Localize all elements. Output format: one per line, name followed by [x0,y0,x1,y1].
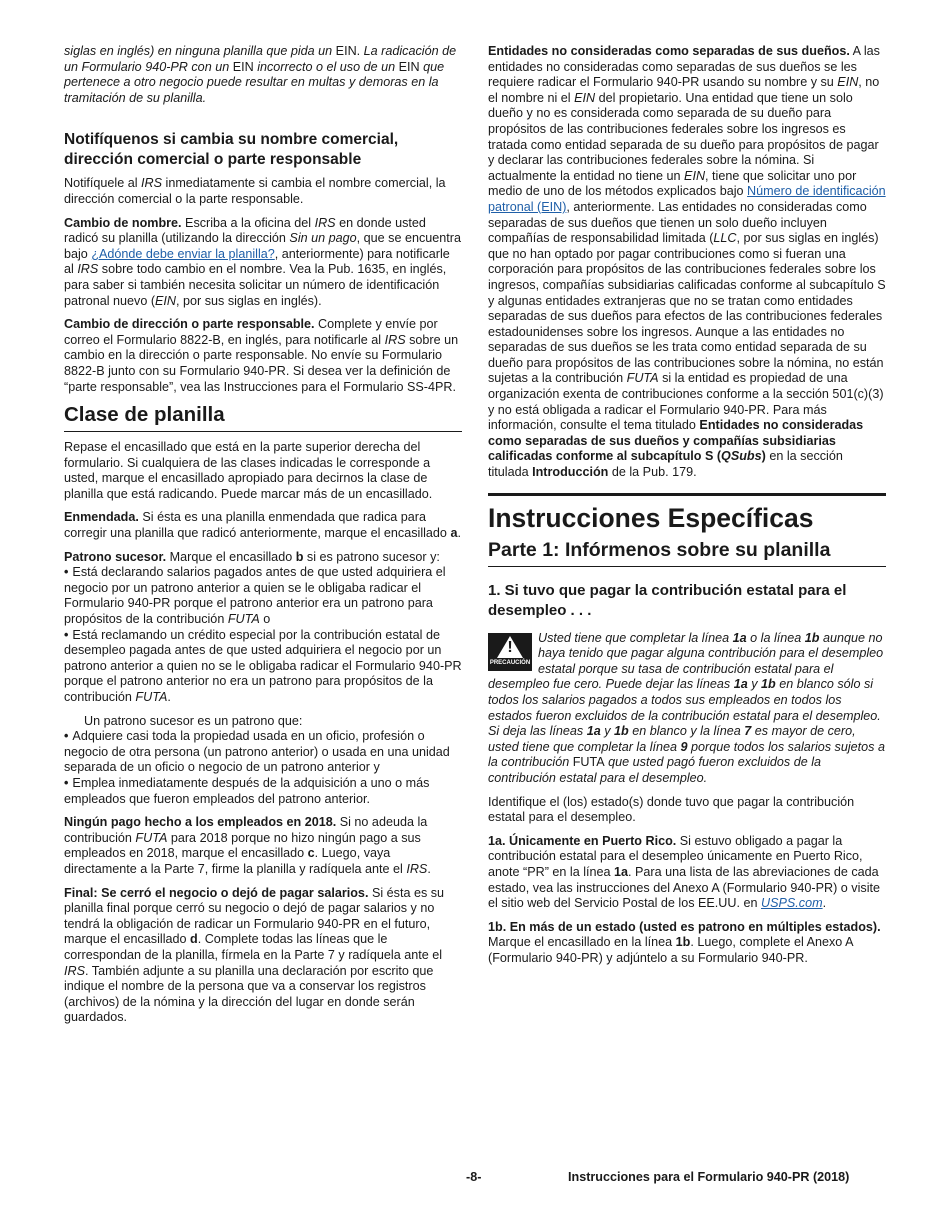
footer-title: Instrucciones para el Formulario 940-PR (2018) [568,1170,850,1184]
text-run: 1a [733,677,748,692]
text-run: . Luego, complete el Anexo A (Formulario 940-PR) y adjúntelo a su Formulario 940-PR. [488,935,853,965]
text-run: incorrecto o el uso de un [257,59,399,74]
right-column [488,44,886,975]
text-run: 1a. Únicamente en Puerto Rico. [488,833,677,848]
text-run: en blanco sólo si todos los salarios pagados a todos sus empleados en todos los estados fueron excluidos de la contribución estatal para el desempleo. Si deja las líneas [488,677,881,739]
text-run: . Para una lista de las abreviaciones de cada estado, vea las instrucciones del Anexo A (Formulario 940-PR) o visite el sitio web del Servicio Postal de los EE.UU. en [488,864,880,911]
text-run: Notifíquele al [64,176,142,191]
text-run: Está declarando salarios pagados antes de que usted adquiriera el negocio por un patrono anterior a quien se le obligaba radicar el Formulario 940-PR porque el patrono anterior era un patrono para propósitos de la contribución [64,565,446,627]
text-run: b [295,549,304,564]
bullet-text [64,729,450,774]
text-run: . Complete todas las líneas que le correspondan de la planilla, fírmela en la Parte 7 y radíquela ante el [64,932,443,962]
text-run: , anteriormente) para notificarle al [64,246,450,277]
text-run: EIN [232,59,258,74]
bullet-item: • Está reclamando un crédito especial por la contribución estatal de desempleo pagada antes de que usted adquiriera el negocio por un patrono anterior a quien no se le obligaba radicar el Formulario 940-PR porque el patrono anterior no era un patrono para propósitos de la contribución FUTA. [64,627,462,704]
heading-part-1: Parte 1: Infórmenos sobre su planilla [488,538,886,567]
text-run: 1a [614,864,629,879]
text-run: sobre todo cambio en el nombre. Vea la Pub. 1635, en inglés, para saber si también necesita solicitar un número de identificación patronal nuevo ( [64,262,447,308]
text-run[interactable]: ¿Adónde debe enviar la planilla? [91,246,275,261]
paragraph-address-change [64,317,462,395]
text-run: ) [761,449,766,464]
text-run: Está reclamando un crédito especial por la contribución estatal de desempleo pagada antes de que usted adquiriera el negocio por un patrono anterior a quien no se le obligaba radicar el Formulario 940-PR porque el patrono anterior no era un patrono para propósitos de la contribución [64,627,462,704]
text-run: Entidades no consideradas como separadas de sus dueños. [488,44,850,58]
text-run: FUTA [572,755,605,770]
text-run: A las entidades no consideradas como separadas de sus dueños se les requiere radicar el Formulario 940-PR usando su nombre y su [488,44,880,90]
text-run: Cambio de nombre. [64,215,182,230]
left-column [64,44,462,1034]
text-run: sobre un cambio en la dirección o parte responsable. No envíe su Formulario 8822-B junto con su Formulario 940-PR. Si desea ver la definición de “parte responsable”, vea las Instrucciones para el Formulario SS-4PR. [64,332,459,394]
paragraph-amended [64,510,462,541]
text-run: c [307,846,315,861]
text-run: IRS [77,262,99,277]
text-run: Marque el encasillado en la línea [488,935,676,950]
text-run: de la Pub. 179. [608,465,697,480]
text-run: Usted tiene que completar la línea [538,630,733,645]
heading-question-1: 1. Si tuvo que pagar la contribución estatal para el desempleo . . . [488,581,847,619]
text-run: del propietario. Una entidad que tiene un solo dueño y no es considerada como separada de su dueño para propósitos de las contribuciones federales sobre los ingresos es tratada como entidad separada de su dueño para propósitos de pagar y declarar las contribuciones federales sobre la nómina. Si actualmente la entidad no tiene un [488,90,879,183]
paragraph-return-type [64,440,462,502]
text-run: , que se encuentra bajo [64,231,461,261]
text-run: Emplea inmediatamente después de la adquisición a uno o más empleados que fueron empleados del patrono anterior. [64,775,430,806]
paragraph-name-change [64,216,462,310]
text-run: IRS [314,215,336,230]
text-run: , por sus siglas en inglés) que no han optado por pagar contribuciones como si fueran una corporación para propósitos de las contribuciones federales sobre los ingresos, compañías subsidiarias calificadas conforme al subcapítulo S y algunas entidades extranjeras que no se tratan como entidades separadas de sus dueños para efectos de las contribuciones federales estadounidenses sobre los ingresos. Aunque a las entidades no separadas de sus dueños se les trata como entidad separada de su dueño para propósitos de las contribuciones sobre la nómina, no están sujetas a la contribución [488,231,886,386]
text-run: Si ésta es su planilla final porque cerró su negocio o dejó de pagar salarios y no tendrá la obligación de radicar un Formulario 940-PR en el futuro, marque el encasillado [64,885,445,947]
heading-return-type: Clase de planilla [64,403,462,432]
bullet-text [64,776,429,806]
bullet-text [64,628,462,704]
text-run: EIN. [335,44,364,58]
text-run: Entidades no consideradas como separadas de sus dueños y compañías subsidiarias calificadas conforme al subcapítulo S ( [488,418,864,464]
paragraph-line-1a [488,834,886,912]
bullet-item: • Está declarando salarios pagados antes de que usted adquiriera el negocio por un patrono anterior a quien se le obligaba radicar el Formulario 940-PR porque el patrono anterior era un patrono para propósitos de la contribución FUTA o [64,565,446,627]
text-run: IRS [141,176,163,191]
text-run: , por sus siglas en inglés). [176,293,322,308]
paragraph-identify-states: Identifique el (los) estado(s) donde tuvo que pagar la contribución estatal para el desempleo. [488,794,855,825]
text-run: 1b. En más de un estado (usted es patrono en múltiples estados). [488,919,881,934]
text-run[interactable]: Número de identificación patronal (EIN) [488,184,886,214]
paragraph-ein-warning [64,44,462,106]
text-run: QSubs [721,449,762,464]
text-run: para 2018 porque no hizo ningún pago a sus empleados en 2018, marque el encasillado [64,830,421,861]
text-run: y [600,724,615,739]
text-run: IRS [64,963,85,978]
text-run: Marque el encasillado [166,549,296,564]
paragraph-notify [64,176,462,207]
text-run: EIN [574,90,596,105]
caution-text [488,631,886,787]
text-run: EIN [155,293,177,308]
text-run: . [457,526,461,541]
page-number: -8- [466,1170,482,1184]
text-run: IRS [384,332,406,347]
text-run: 1b [761,677,776,692]
text-run: es mayor de cero, usted tiene que completar la línea [488,724,856,754]
text-run: EIN [398,59,424,74]
caution-icon: ! PRECAUCIÓN [488,633,532,671]
text-run: EIN [837,75,859,90]
text-run: porque todos los salarios sujetos a la contribución [488,739,885,770]
text-run: 9 [680,739,688,754]
text-run: d [190,932,198,947]
text-run[interactable]: USPS.com [761,896,823,911]
text-run: 1a [732,630,747,645]
text-run: 1b [675,935,691,950]
heading-specific-instructions: Instrucciones Específicas [488,493,886,534]
text-run: Si ésta es una planilla enmendada que radica para corregir una planilla que radicó anteriormente, marque el encasillado [64,510,451,541]
heading-notify-changes: Notifíquenos si cambia su nombre comercial, dirección comercial o parte responsable [64,131,399,169]
text-run: FUTA [227,612,260,627]
text-run: FUTA [626,371,659,386]
bullet-text [64,565,446,626]
text-run: 1b [804,630,820,645]
text-run: 1b [614,724,629,739]
text-run: Repase el encasillado que está en la parte superior derecha del formulario. Si cualquiera de las clases indicadas le corresponde a usted, marque el encasillado apropiado para decirnos la clase de planilla que está radicando. Puede marcar más de un encasillado. [64,440,433,501]
text-run: 7 [744,724,752,739]
caution-label: PRECAUCIÓN [489,659,531,666]
text-run: siglas en inglés) en ninguna planilla que pida un [64,44,336,58]
text-run: si la entidad es propiedad de una organización exenta de contribuciones conforme a la sección 501(c)(3) y no está obligada a radicar el Formulario 940-PR. Para más información, consulte el tema titulado [488,371,884,433]
paragraph-no-payments [64,815,462,877]
text-run: Si no adeuda la contribución [64,815,428,845]
text-run: . Luego, vaya directamente a la Parte 7, firme la planilla y radíquela ante el [64,846,407,876]
caution-box [488,631,886,787]
paragraph-line-1b [488,920,886,967]
text-run: que usted pagó fueron excluidos de la contribución estatal para el desempleo. [488,755,822,785]
text-run: LLC [713,231,737,246]
text-run: Introducción [532,465,609,480]
bullet-item: • Adquiere casi toda la propiedad usada en un oficio, profesión o negocio de otra persona (un patrono anterior) o usada en una unidad separada de un oficio o negocio de un patrono anterior y [64,729,450,775]
text-run: . [427,861,431,876]
text-run: Complete y envíe por correo el Formulario 8822-B, en inglés, para notificarle al [64,317,438,347]
text-run: o la línea [746,630,805,645]
paragraph-disregarded-entities [488,44,886,481]
text-run: y [747,677,762,692]
text-run: en la sección titulada [488,449,843,480]
text-run: Enmendada. [64,510,139,525]
text-run: La radicación de un Formulario 940-PR con un [64,44,457,74]
text-run: aunque no haya tenido que pagar alguna contribución para el desempleo estatal porque su tasa de contribución estatal para el desempleo fue cero. Puede dejar las líneas [488,630,884,692]
text-run: 1a [586,724,601,739]
text-run: Sin un pago [289,231,357,246]
text-run: Ningún pago hecho a los empleados en 2018. [64,815,337,830]
text-run: . También adjunte a su planilla una declaración por escrito que indique el nombre de la persona que va a conservar los registros (archivos) de la nómina y la dirección del lugar en donde serán guardados. [64,963,434,1025]
text-run: Final: Se cerró el negocio o dejó de pagar salarios. [64,885,369,900]
text-run: , anteriormente. Las entidades no consideradas como separadas de sus dueños que tienen un solo dueño incluyen compañías de responsabilidad limitada ( [488,199,867,246]
text-run: , tiene que solicitar uno por medio de uno de los métodos explicados bajo [488,168,857,199]
text-run: . [167,690,171,704]
text-run: EIN [684,168,706,183]
bullet-item: • Emplea inmediatamente después de la adquisición a uno o más empleados que fueron empleados del patrono anterior. [64,775,430,806]
text-run: . [822,896,827,911]
text-run: Patrono sucesor. [64,549,167,564]
text-run: Escriba a la oficina del [181,215,315,230]
paragraph-successor-def: Un patrono sucesor es un patrono que: [84,713,303,728]
text-run: en donde usted radicó su planilla (utilizando la dirección [64,215,426,246]
text-run: , no el nombre ni el [488,75,880,105]
text-run: Adquiere casi toda la propiedad usada en un oficio, profesión o negocio de otra persona (un patrono anterior) o usada en una unidad separada de un oficio o negocio de un patrono anterior y [64,729,450,775]
text-run: FUTA [135,690,168,704]
text-run: FUTA [135,830,168,845]
paragraph-successor [64,550,462,566]
text-run: Si estuvo obligado a pagar la contribución estatal para el desempleo únicamente en Puerto Rico, anote “PR” en la línea [488,833,863,879]
text-run: en blanco y la línea [628,724,745,739]
text-run: que pertenece a otro negocio puede resultar en multas y demoras en la tramitación de su planilla. [64,59,445,105]
text-run: o [259,612,271,627]
text-run: si es patrono sucesor y: [303,549,440,564]
text-run: IRS [406,861,428,876]
text-run: inmediatamente si cambia el nombre comercial, la dirección comercial o la parte responsable. [64,176,446,206]
text-run: Cambio de dirección o parte responsable. [64,317,315,332]
text-run: a [450,526,458,541]
paragraph-final [64,886,462,1026]
